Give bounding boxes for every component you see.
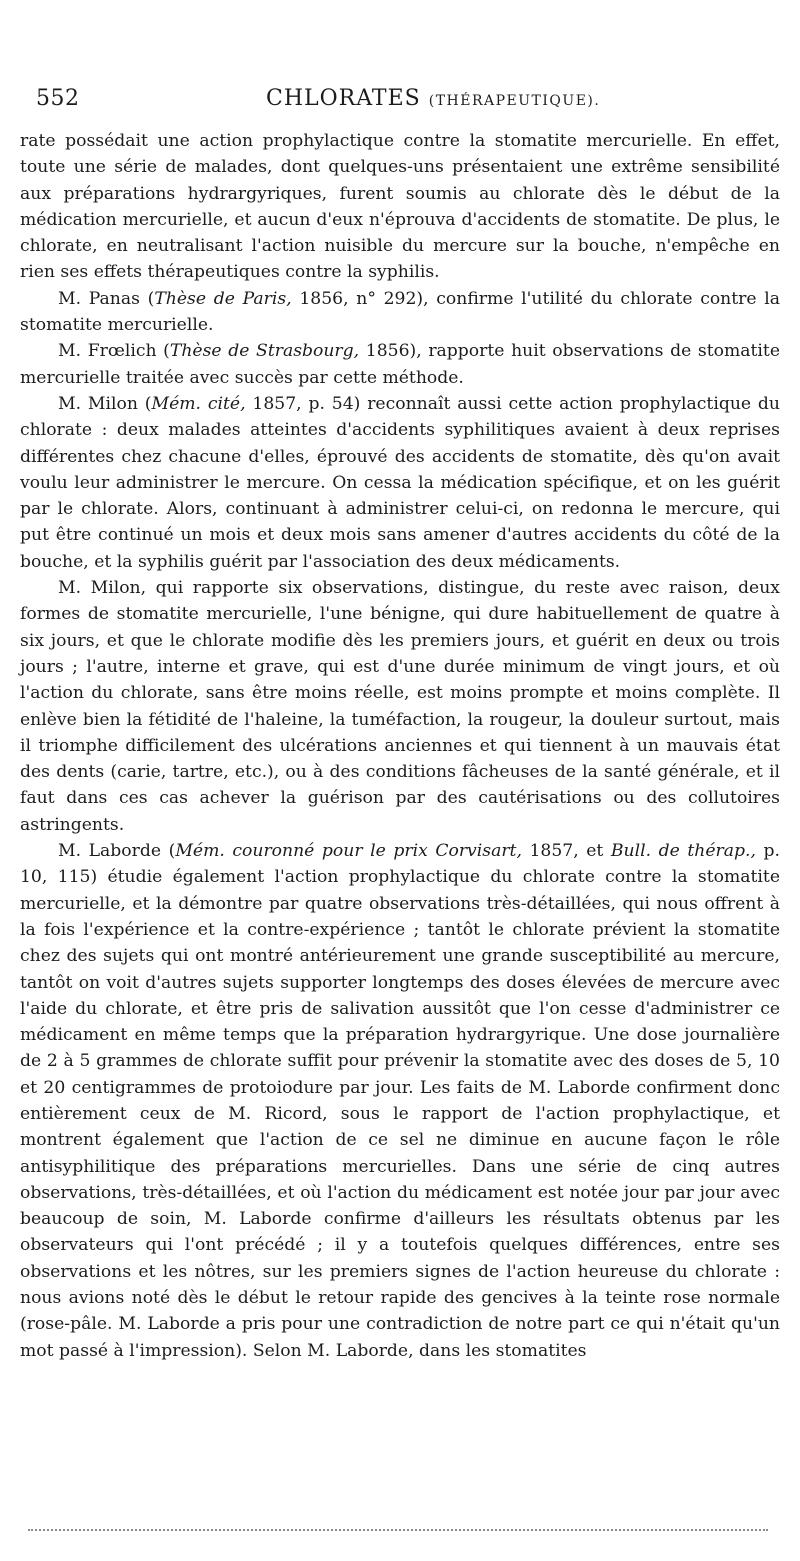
running-title-main: CHLORATES [266, 86, 421, 111]
paragraph-milon-1 [20, 391, 780, 575]
paragraph-milon-2: M. Milon, qui rapporte six observations, distingue, du reste avec raison, deux formes de stomatite mercurielle, l'une bénigne, qui dure habituellement de quatre à six jours, et que le chlorate modifie dès les premiers jours, et guérit en deux ou trois jours ; l'autre, interne et grave, qui est d'une durée minimum de vingt jours, et où l'action du chlorate, sans être moins réelle, est moins prompte et moins complète. Il enlève bien la fétidité de l'haleine, la tuméfaction, la rougeur, la douleur surtout, mais il triomphe difficilement des ulcérations anciennes et qui tiennent à un mauvais état des dents (carie, tartre, etc.), ou à des conditions fâcheuses de la santé générale, et il faut dans ces cas achever la guérison par des cautérisations ou des collutoires astringents. [20, 578, 780, 835]
panas-citation: Thèse de Paris, [154, 288, 292, 309]
page-number: 552 [36, 86, 80, 111]
paragraph-panas [20, 286, 780, 339]
laborde-text-end: p. 10, 115) étudie également l'action prophylactique du chlorate contre la stomatite mercurielle, et la démontre par quatre observations très-détaillées, qui nous offrent à la fois l'expérience et la contre-expérience ; tantôt le chlorate prévient la stomatite chez des sujets qui ont montré antérieurement une grande susceptibilité au mercure, tantôt on voit d'autres sujets supporter longtemps des doses élevées de mercure avec l'aide du chlorate, et être pris de salivation aussitôt que l'on cesse d'administrer ce médicament en même temps que la préparation hydrargyrique. Une dose journalière de 2 à 5 grammes de chlorate suffit pour prévenir la stomatite avec des doses de 5, 10 et 20 centigrammes de protoiodure par jour. Les faits de M. Laborde confirment donc entièrement ceux de M. Ricord, sous le rapport de l'action prophylactique, et montrent également que l'action de ce sel ne diminue en aucune façon le rôle antisyphilitique des préparations mercurielles. Dans une série de cinq autres observations, très-détaillées, et où l'action du médicament est notée jour par jour avec beaucoup de soin, M. Laborde confirme d'ailleurs les résultats obtenus par les observateurs qui l'ont précédé ; il y a toutefois quelques différences, entre ses observations et les nôtres, sur les premiers signes de l'action heureuse du chlorate : nous avions noté dès le début le retour rapide des gencives à la teinte rose normale (rose-pâle. M. Laborde a pris pour une contradiction de notre part ce qui n'était qu'un mot passé à l'impression). Selon M. Laborde, dans les stomatites [20, 841, 780, 1361]
laborde-text-start: M. Laborde ( [58, 841, 176, 862]
running-title-subtitle: THÉRAPEUTIQUE [435, 93, 588, 109]
running-title [266, 86, 600, 111]
running-header [36, 86, 766, 120]
froelich-text-start: M. Frœlich ( [58, 341, 170, 362]
panas-text-end: 1856, n° 292), confirme l'utilité du chlorate contre la stomatite mercurielle. [20, 288, 780, 336]
paragraph-laborde [20, 838, 780, 1364]
laborde-text-mid: 1857, et [521, 841, 611, 862]
milon-text-start: M. Milon ( [58, 393, 152, 414]
laborde-citation-bulletin: Bull. de thérap., [610, 841, 756, 862]
footer-dotted-rule [28, 1529, 768, 1531]
milon-citation: Mém. cité, [151, 393, 246, 414]
running-title-close: ). [587, 93, 601, 109]
froelich-text-end: 1856), rapporte huit observations de stomatite mercurielle traitée avec succès par cette méthode. [20, 341, 780, 388]
body-text [20, 128, 780, 1364]
running-title-open: ( [428, 93, 436, 109]
milon-text-end: 1857, p. 54) reconnaît aussi cette action prophylactique du chlorate : deux malades atteintes d'accidents syphilitiques avaient à deux reprises différentes chez chacune d'elles, éprouvé des accidents de stomatite, dès qu'on avait voulu leur administrer le mercure. On cessa la médication spécifique, et on les guérit par le chlorate. Alors, continuant à administrer celui-ci, on redonna le mercure, qui put être continué un mois et deux mois sans amener d'autres accidents du côté de la bouche, et la syphilis guérit par l'association des deux médicaments. [20, 393, 780, 572]
panas-text-start: M. Panas ( [58, 288, 155, 309]
laborde-citation-memoire: Mém. couronné pour le prix Corvisart, [175, 841, 522, 862]
paragraph-continuation: rate possédait une action prophylactique contre la stomatite mercurielle. En effet, toute une série de malades, dont quelques-uns présentaient une extrême sensibilité aux préparations hydrargyriques, furent soumis au chlorate dès le début de la médication mercurielle, et aucun d'eux n'éprouva d'accidents de stomatite. De plus, le chlorate, en neutralisant l'action nuisible du mercure sur la bouche, n'empêche en rien ses effets thérapeutiques contre la syphilis. [20, 131, 780, 283]
froelich-citation: Thèse de Strasbourg, [169, 341, 360, 362]
paragraph-froelich [20, 338, 780, 391]
